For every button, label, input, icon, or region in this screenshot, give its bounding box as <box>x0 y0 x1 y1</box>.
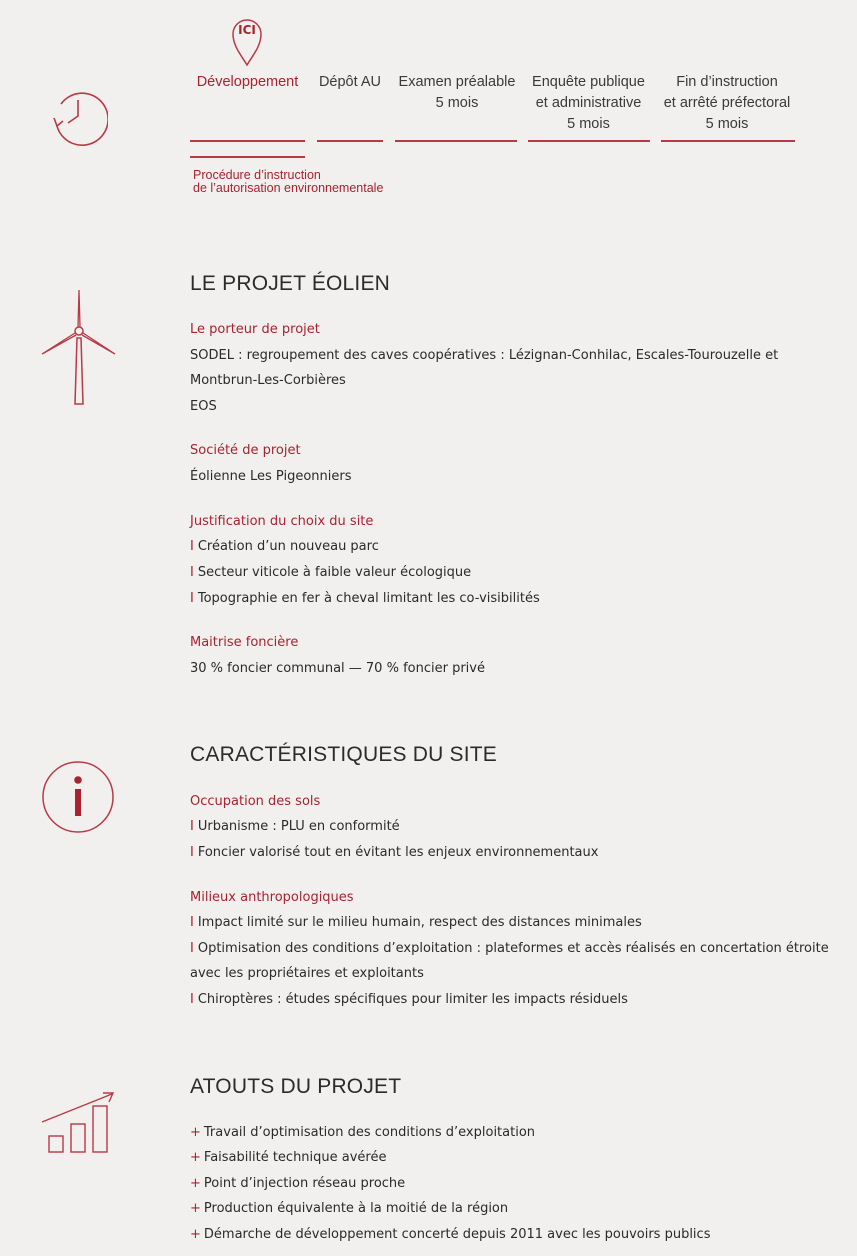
step-bar <box>190 140 305 142</box>
step-bar <box>661 140 795 142</box>
info-icon <box>41 760 115 834</box>
procedure-caption: Procédure d’instruction de l’autorisation environnementale <box>193 168 384 195</box>
step-developpement: Développement <box>196 74 299 90</box>
growth-chart-icon <box>40 1090 116 1154</box>
milieux-label: Milieux anthropologiques <box>190 890 354 905</box>
societe-value: Éolienne Les Pigeonniers <box>190 469 352 484</box>
occupation-item: I Foncier valorisé tout en évitant les enjeux environnementaux <box>190 845 599 860</box>
step-fin-instruction: Fin d’instruction et arrêté préfectoral 5 mois <box>663 74 791 132</box>
atout-item: + Travail d’optimisation des conditions d’exploitation <box>190 1125 536 1140</box>
section-title: ATOUTS DU PROJET <box>190 1075 402 1098</box>
milieux-item: I Impact limité sur le milieu humain, respect des distances minimales <box>190 915 642 930</box>
justification-label: Justification du choix du site <box>190 514 374 529</box>
maitrise-label: Maitrise foncière <box>190 635 299 650</box>
step-examen-prealable: Examen préalable 5 mois <box>398 74 516 111</box>
section-title: LE PROJET ÉOLIEN <box>190 272 391 295</box>
step-bar <box>317 140 383 142</box>
porteur-label: Le porteur de projet <box>190 322 320 337</box>
milieux-item-continued: avec les propriétaires et exploitants <box>190 966 424 981</box>
history-clock-icon <box>48 86 108 146</box>
porteur-line: SODEL : regroupement des caves coopératives : Lézignan-Conhilac, Escales-Tourouzelle et <box>190 348 779 363</box>
procedure-timeline <box>0 0 857 210</box>
milieux-item: I Optimisation des conditions d’exploitation : plateformes et accès réalisés en concertation étroite <box>190 941 829 956</box>
porteur-line: Montbrun-Les-Corbières <box>190 373 346 388</box>
step-depot-au: Dépôt AU <box>318 74 382 90</box>
here-marker-label: ICI <box>238 23 256 37</box>
occupation-item: I Urbanisme : PLU en conformité <box>190 819 400 834</box>
porteur-line: EOS <box>190 399 217 414</box>
atout-item: + Démarche de développement concerté depuis 2011 avec les pouvoirs publics <box>190 1227 711 1242</box>
justification-item: I Topographie en fer à cheval limitant les co-visibilités <box>190 591 540 606</box>
step-bar <box>395 140 517 142</box>
atout-item: + Point d’injection réseau proche <box>190 1176 406 1191</box>
occupation-label: Occupation des sols <box>190 794 321 809</box>
justification-item: I Secteur viticole à faible valeur écologique <box>190 565 472 580</box>
justification-item: I Création d’un nouveau parc <box>190 539 379 554</box>
step-enquete-publique: Enquête publique et administrative 5 mois <box>532 74 645 132</box>
milieux-item: I Chiroptères : études spécifiques pour limiter les impacts résiduels <box>190 992 628 1007</box>
atout-item: + Production équivalente à la moitié de la région <box>190 1201 509 1216</box>
atout-item: + Faisabilité technique avérée <box>190 1150 387 1165</box>
procedure-bar <box>190 156 305 158</box>
section-title: CARACTÉRISTIQUES DU SITE <box>190 743 498 766</box>
wind-turbine-icon <box>40 288 118 408</box>
step-bar <box>528 140 650 142</box>
maitrise-value: 30 % foncier communal — 70 % foncier privé <box>190 661 485 676</box>
societe-label: Société de projet <box>190 443 301 458</box>
